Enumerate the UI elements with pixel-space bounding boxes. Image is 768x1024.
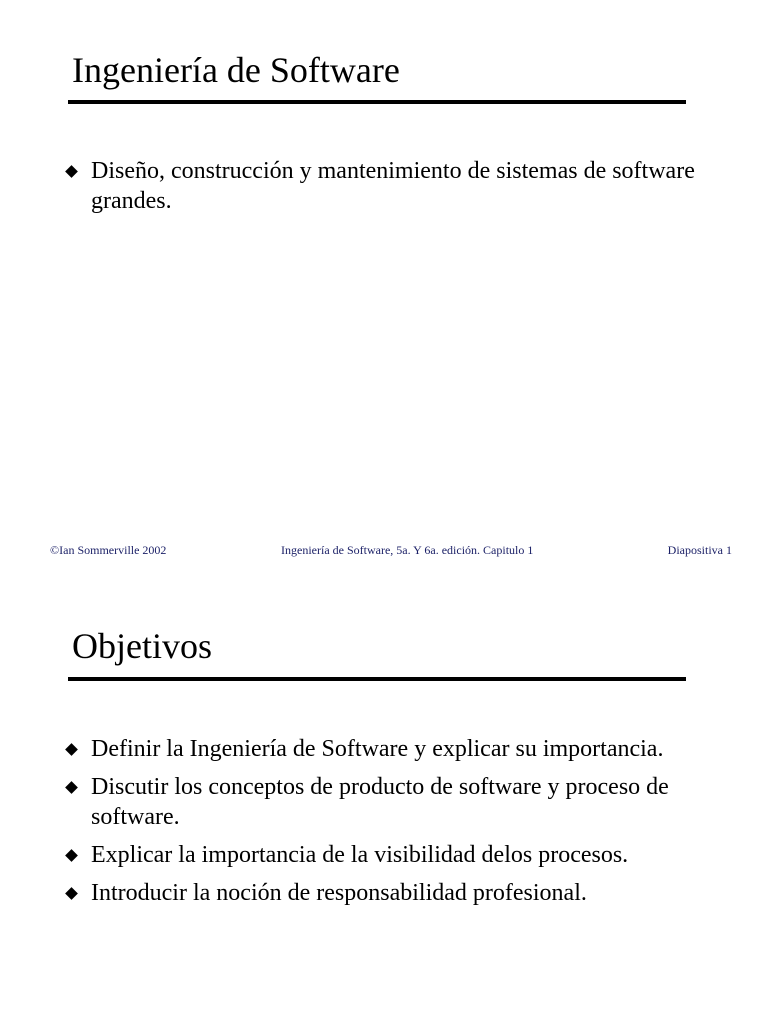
footer-slide-number: Diapositiva 1 [667, 543, 732, 557]
diamond-bullet-icon [65, 887, 78, 900]
slide-footer [0, 541, 768, 559]
diamond-bullet-icon [65, 743, 78, 756]
bullet-text: Definir la Ingeniería de Software y explicar su importancia. [91, 736, 664, 762]
title-underline [68, 100, 686, 104]
diamond-bullet-icon [65, 165, 78, 178]
bullet-list [64, 734, 704, 916]
bullet-item [64, 878, 704, 908]
bullet-text: Explicar la importancia de la visibilidad delos procesos. [91, 842, 629, 868]
footer-book-title: Ingeniería de Software, 5a. Y 6a. edición. Capitulo 1 [281, 543, 534, 557]
slide-title: Ingeniería de Software [72, 50, 400, 90]
slide-title: Objetivos [72, 626, 212, 666]
bullet-item [64, 156, 704, 216]
bullet-item [64, 840, 704, 870]
footer-copyright: ©Ian Sommerville 2002 [50, 543, 167, 557]
title-underline [68, 677, 686, 681]
diamond-bullet-icon [65, 849, 78, 862]
bullet-text: Discutir los conceptos de producto de software y proceso de software. [91, 774, 669, 830]
bullet-item [64, 772, 704, 832]
bullet-item [64, 734, 704, 764]
bullet-text: Diseño, construcción y mantenimiento de sistemas de software grandes. [91, 158, 695, 214]
diamond-bullet-icon [65, 781, 78, 794]
slide-2 [0, 576, 768, 1024]
bullet-text: Introducir la noción de responsabilidad profesional. [91, 880, 587, 906]
bullet-list [64, 156, 704, 224]
